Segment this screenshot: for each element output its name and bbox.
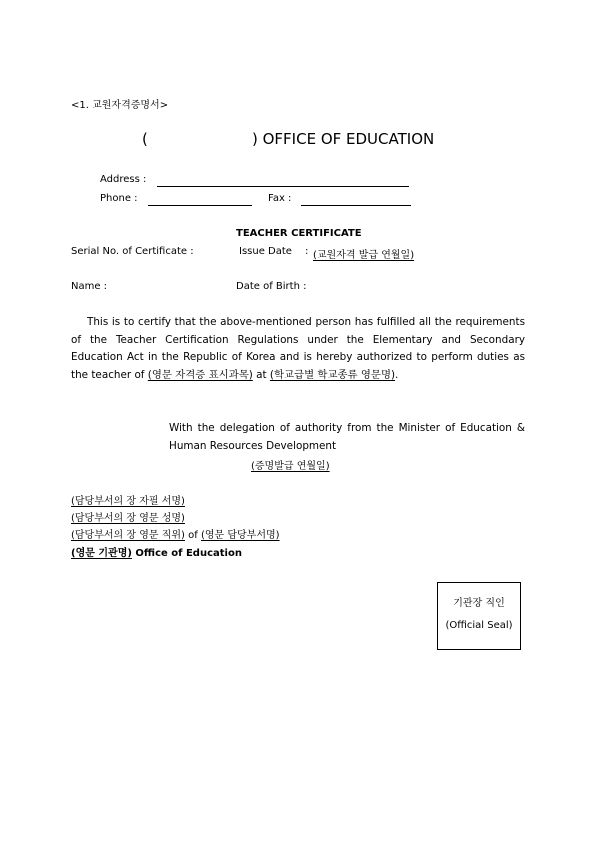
phone-line	[148, 205, 252, 206]
delegation-statement: With the delegation of authority from the Minister of Education & Human Resources Development	[169, 422, 525, 452]
phone-label: Phone :	[100, 193, 138, 204]
fax-line	[301, 205, 411, 206]
statement-period: .	[395, 368, 399, 381]
statement-text: This is to certify that the above-mentioned person has fulfilled all the requirements of the Teacher Certification Regulations under the Elementary and Secondary Education Act in the Republic of Korea and is hereby authorized to perform duties as the teacher of	[71, 316, 525, 381]
institution-line	[71, 544, 242, 559]
official-seal-box	[437, 582, 521, 650]
address-line	[157, 186, 409, 187]
department-name: (영문 담당부서명)	[200, 530, 280, 541]
certificate-title: TEACHER CERTIFICATE	[236, 228, 362, 239]
office-title: ) OFFICE OF EDUCATION	[252, 130, 435, 148]
certification-statement	[71, 314, 525, 384]
certification-date-placeholder: (증명발급 연월일)	[251, 461, 330, 472]
signatory-title-line	[71, 526, 280, 541]
issue-date-placeholder: (교원자격 발급 연월일)	[313, 250, 415, 261]
document-reference: <1. 교원자격증명서>	[71, 100, 169, 111]
institution-name: (영문 기관명)	[71, 548, 132, 559]
signatory-name: (담당부서의 장 영문 성명)	[71, 513, 185, 524]
seal-caption: (Official Seal)	[445, 620, 513, 631]
date-of-birth-label: Date of Birth :	[236, 281, 307, 292]
name-label: Name :	[71, 281, 108, 292]
fax-label: Fax :	[268, 193, 292, 204]
office-of-education: Office of Education	[131, 548, 242, 559]
serial-number-label: Serial No. of Certificate :	[71, 246, 194, 257]
signatory-title: (담당부서의 장 영문 직위)	[71, 530, 185, 541]
issue-date-colon: :	[305, 246, 309, 257]
issue-date-label: Issue Date	[239, 246, 292, 257]
seal-label: 기관장 직인	[453, 598, 505, 609]
statement-at: at	[252, 368, 270, 381]
signatory-signature: (담당부서의 장 자필 서명)	[71, 496, 185, 507]
school-placeholder: (학교급별 학교종류 영문명)	[269, 368, 396, 381]
header-open-paren: (	[142, 130, 148, 148]
subject-placeholder: (영문 자격증 표시과목)	[147, 368, 253, 381]
address-label: Address :	[100, 174, 147, 185]
signatory-of: of	[184, 530, 201, 541]
